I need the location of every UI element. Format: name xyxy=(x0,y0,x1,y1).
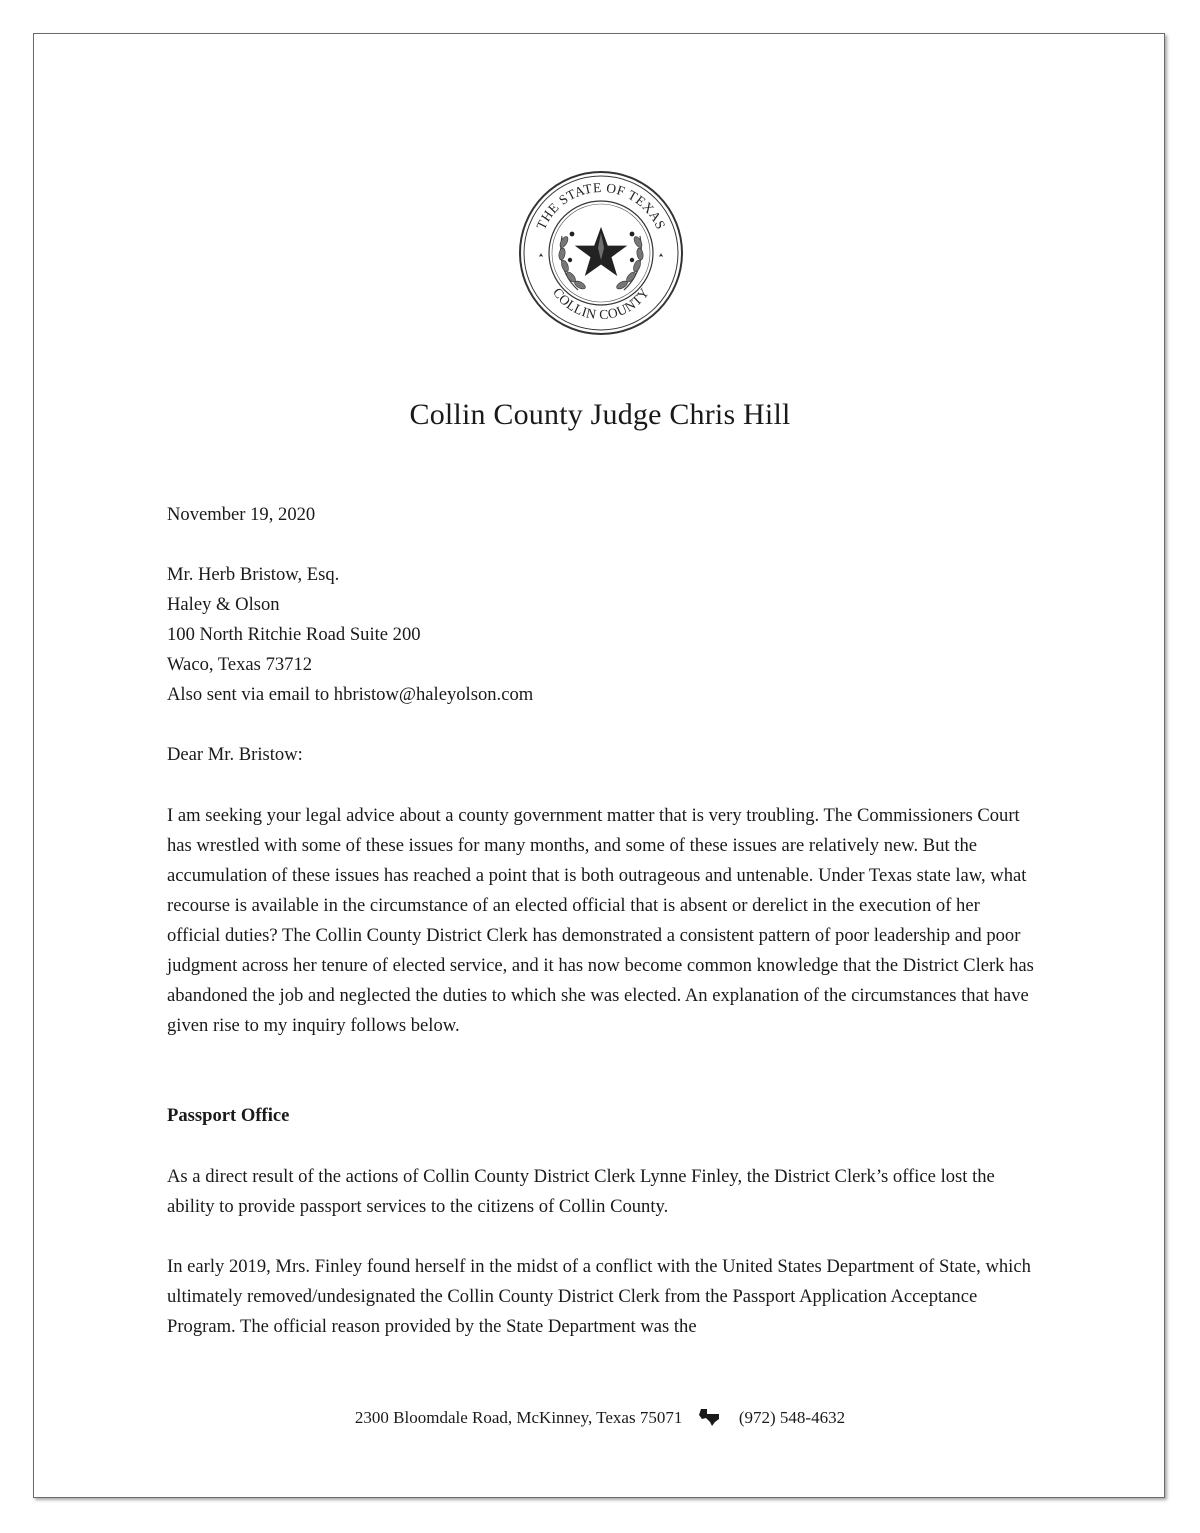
recipient-email-note: Also sent via email to hbristow@haleyolson.com xyxy=(167,684,534,705)
salutation: Dear Mr. Bristow: xyxy=(167,744,303,765)
letter-title: Collin County Judge Chris Hill xyxy=(409,398,791,431)
body-paragraph: I am seeking your legal advice about a county government matter that is very troubling. The Commissioners Court has wrestled with some of these issues for many months, and some of these issues are relatively new. But the accumulation of these issues has reached a point that is both outrageous and untenable. Under Texas state law, what recourse is available in the circumstance of an elected official that is absent or derelict in the execution of her official duties? The Collin County District Clerk has demonstrated a consistent pattern of poor leadership and poor judgment across her tenure of elected service, and it has now become common knowledge that the District Clerk has abandoned the job and neglected the duties to which she was elected. An explanation of the circumstances that have given rise to my inquiry follows below. xyxy=(167,805,1034,1036)
recipient-city: Waco, Texas 73712 xyxy=(167,654,313,675)
section-heading: Passport Office xyxy=(167,1105,290,1126)
seal-bottom-text: COLLIN COUNTY xyxy=(549,284,653,323)
recipient-address xyxy=(167,560,1037,710)
letter-date: November 19, 2020 xyxy=(167,504,316,525)
seal-top-text: THE STATE OF TEXAS xyxy=(533,179,669,232)
recipient-firm: Haley & Olson xyxy=(167,594,280,615)
texas-state-icon xyxy=(697,1407,723,1427)
body-paragraph: In early 2019, Mrs. Finley found herself in the midst of a conflict with the United States Department of State, which ultimately removed/undesignated the Collin County District Clerk from the Passport Application Acceptance Program. The official reason provided by the State Department was the xyxy=(167,1256,1031,1337)
footer-address: 2300 Bloomdale Road, McKinney, Texas 75071 xyxy=(354,1408,683,1427)
county-seal-icon xyxy=(518,170,684,336)
body-paragraph: As a direct result of the actions of Collin County District Clerk Lynne Finley, the District Clerk’s office lost the ability to provide passport services to the citizens of Collin County. xyxy=(167,1166,995,1217)
recipient-name: Mr. Herb Bristow, Esq. xyxy=(167,564,340,585)
footer-phone: (972) 548-4632 xyxy=(738,1408,846,1427)
letterhead-footer xyxy=(0,1408,1200,1429)
recipient-street: 100 North Ritchie Road Suite 200 xyxy=(167,624,421,645)
